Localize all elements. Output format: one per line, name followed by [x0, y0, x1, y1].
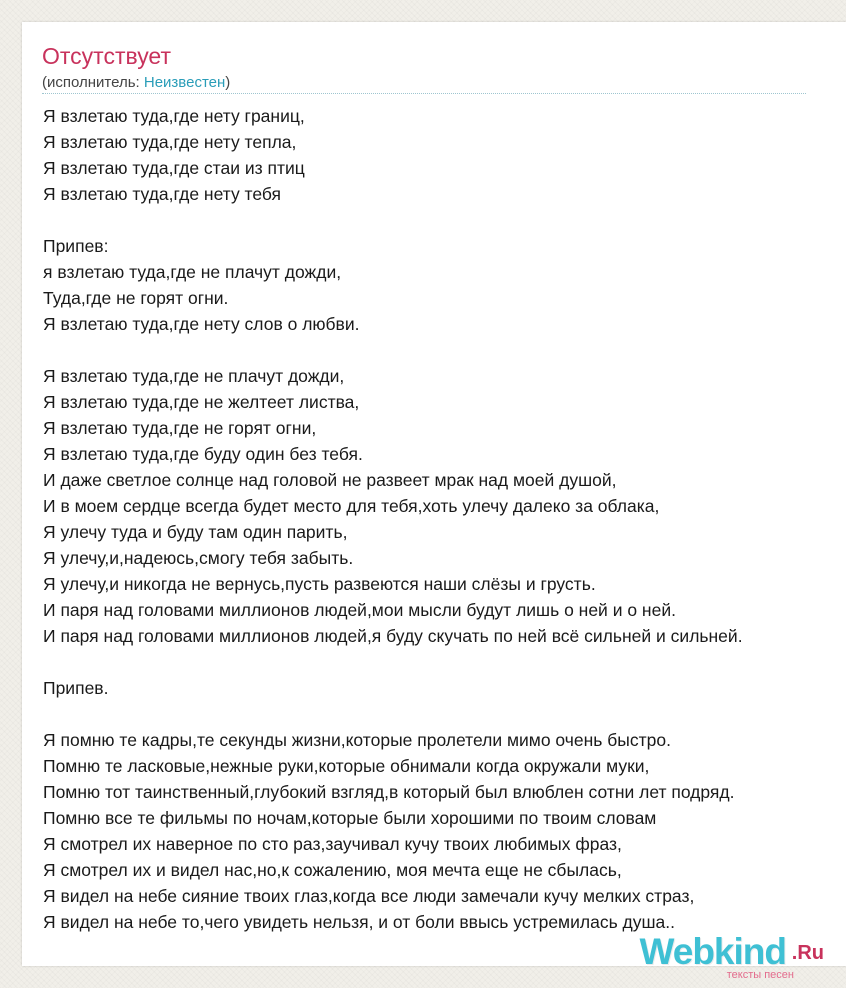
lyric-line: Помню те ласковые,нежные руки,которые обнимали когда окружали муки, [43, 756, 650, 776]
artist-suffix: ) [225, 74, 231, 91]
lyric-line [43, 207, 846, 233]
lyric-line: Помню все те фильмы по ночам,которые были хорошими по твоим словам [43, 808, 657, 828]
lyric-line: И в моем сердце всегда будет место для тебя,хоть улечу далеко за облака, [43, 496, 660, 516]
lyric-line: Я помню те кадры,те секунды жизни,которые пролетели мимо очень быстро. [43, 730, 671, 750]
lyric-line: Я взлетаю туда,где буду один без тебя. [43, 444, 363, 464]
lyric-line: я взлетаю туда,где не плачут дожди, [43, 262, 342, 282]
lyric-line: Припев: [43, 236, 109, 256]
lyric-line: Я смотрел их и видел нас,но,к сожалению, моя мечта еще не сбылась, [43, 860, 622, 880]
artist-link[interactable]: Неизвестен [143, 74, 226, 91]
lyric-line: Я взлетаю туда,где не плачут дожди, [43, 366, 345, 386]
lyric-line: Я взлетаю туда,где не желтеет листва, [43, 392, 360, 412]
lyric-line: Я взлетаю туда,где не горят огни, [43, 418, 317, 438]
lyric-line: И паря над головами миллионов людей,мои мысли будут лишь о ней и о ней. [43, 600, 676, 620]
lyric-line: Припев. [43, 678, 109, 698]
logo-name: Webkind [639, 931, 786, 972]
lyric-line: Помню тот таинственный,глубокий взгляд,в который был влюблен сотни лет подряд. [43, 782, 735, 802]
logo-tagline: тексты песен [726, 969, 794, 981]
title-divider [42, 93, 806, 94]
lyrics-card [22, 22, 846, 966]
artist-line [42, 73, 230, 93]
lyric-line: Я смотрел их наверное по сто раз,заучивал кучу твоих любимых фраз, [43, 834, 622, 854]
lyric-line: Я взлетаю туда,где стаи из птиц [43, 158, 305, 178]
lyric-line: И паря над головами миллионов людей,я буду скучать по ней всё сильней и сильней. [43, 626, 743, 646]
lyric-line: Я видел на небе сияние твоих глаз,когда все люди замечали кучу мелких страз, [43, 886, 695, 906]
lyric-line [43, 649, 846, 675]
lyric-line [43, 701, 846, 727]
song-title: Отсутствует [42, 43, 171, 69]
lyrics-text [43, 103, 846, 935]
lyric-line: И даже светлое солнце над головой не развеет мрак над моей душой, [43, 470, 617, 490]
artist-prefix: (исполнитель: [42, 74, 144, 91]
lyric-line: Туда,где не горят огни. [43, 288, 229, 308]
lyric-line: Я видел на небе то,чего увидеть нельзя, и от боли ввысь устремилась душа.. [43, 912, 675, 932]
lyric-line: Я взлетаю туда,где нету границ, [43, 106, 305, 126]
site-logo[interactable] [624, 930, 824, 988]
lyric-line: Я улечу,и,надеюсь,смогу тебя забыть. [43, 548, 354, 568]
lyric-line: Я улечу туда и буду там один парить, [43, 522, 348, 542]
lyric-line: Я взлетаю туда,где нету слов о любви. [43, 314, 360, 334]
lyric-line [43, 337, 846, 363]
logo-tld: .Ru [791, 942, 824, 964]
lyric-line: Я взлетаю туда,где нету тебя [43, 184, 282, 204]
lyric-line: Я взлетаю туда,где нету тепла, [43, 132, 297, 152]
lyric-line: Я улечу,и никогда не вернусь,пусть развеются наши слёзы и грусть. [43, 574, 596, 594]
